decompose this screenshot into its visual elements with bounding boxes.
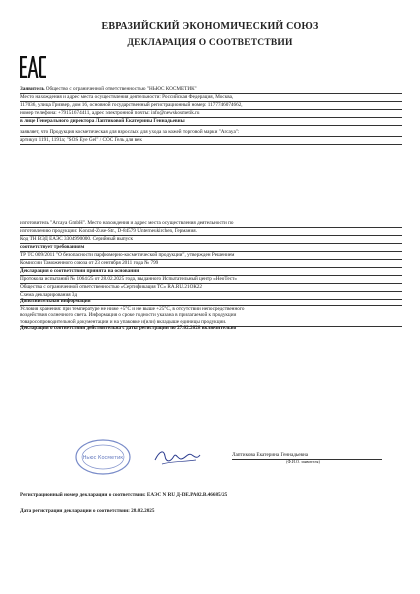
requirements-label: соответствует требованиям [20, 244, 402, 252]
manufacturer-line-1: изготовитель "Arcaya GmbH". Место нахождения и адрес места осуществления деятельности по [20, 220, 402, 228]
applicant-address-3: номер телефона: +79151674411, адрес электронной почты: info@newskosmetik.ru [20, 110, 402, 118]
basis-scheme: Схема декларирования 3д [20, 292, 402, 300]
manufacturer-code: Код ТН ВЭД ЕАЭС 3304990000. Серийный выпуск [20, 236, 402, 244]
requirements-line-1: ТР ТС 009/2011 "О безопасности парфюмерно-косметической продукции", утвержден Решением [20, 252, 402, 260]
basis-line-1: Протокола испытаний № 1064/25 от 28.02.2025 года, выданного Испытательный центр «НеоТест» [20, 276, 402, 284]
registration-date-line [20, 508, 402, 514]
registration-number-line [20, 492, 402, 498]
applicant-address-2: 117036, улица Гризвер, дом 16, основной государственный регистрационный номер: 1177746074662, [20, 102, 402, 110]
signatory-name: Лаптикова Екатерина Геннадьевна [232, 452, 382, 460]
validity-text: Декларация о соответствии действительна с даты регистрации по 27.02.2028 включительно [20, 325, 237, 331]
declaration-title: ДЕКЛАРАЦИЯ О СООТВЕТСТВИИ [127, 38, 293, 48]
basis-label: Декларация о соответствии принята на основании [20, 268, 402, 276]
applicant-label: Заявитель [20, 86, 45, 92]
manufacturer-line-2: изготовлению продукции: Konrad-Zuse-Str., D-84579 Unterneukirchen, Германия. [20, 228, 402, 236]
company-stamp [74, 438, 132, 476]
additional-line-3: товаросопроводительной документации и на упаковке и(или) вкладыше единицы продукции. [20, 319, 402, 327]
applicant-address-1: Место нахождения и адрес места осуществления деятельности: Российская Федерация, Москва, [20, 94, 402, 102]
applicant-name: Общество с ограниченной ответственностью "НЬЮС КОСМЕТИК" [45, 86, 197, 92]
eac-logo-icon [20, 56, 46, 78]
registration-number: ЕАЭС N RU Д-DE.РА02.В.46685/25 [146, 492, 228, 498]
registration-date: 28.02.2025 [131, 508, 155, 514]
signatory-caption: (Ф.И.О. заявителя) [286, 459, 320, 464]
additional-line-2: воздействия солнечного света. Информация о сроке годности указана в прилагаемой к продукции [20, 312, 237, 319]
signature-icon [152, 446, 202, 468]
basis-line-2: Общества с ограниченной ответственностью «Сертификация ТС» RA.RU.21ОК22 [20, 284, 402, 292]
stamp-text: Ньюс Косметик [82, 455, 124, 461]
additional-label: Дополнительная информация [20, 298, 402, 306]
declares-line-2: артикул 1191, 1191a; "SOS Eye Gel" / СОС Гель для век [20, 137, 402, 145]
additional-line-1: Условия хранения: при температуре не ниже +5°С и не выше +25°С, в отсутствии непосредственного [20, 305, 245, 312]
applicant-director: в лице Генерального директора Лаптиковой Екатерины Геннадьевны [20, 118, 402, 126]
registration-date-label: Дата регистрации декларации о соответствии: [20, 508, 130, 514]
applicant-line [20, 86, 402, 94]
union-title: ЕВРАЗИЙСКИЙ ЭКОНОМИЧЕСКИЙ СОЮЗ [101, 21, 319, 32]
requirements-line-2: Комиссии Таможенного союза от 23 сентября 2011 года № 799 [20, 260, 402, 268]
declares-line-1: заявляет, что Продукция косметическая для взрослых для ухода за кожей торговой марки "Arcaya": [20, 129, 402, 137]
registration-number-label: Регистрационный номер декларации о соответствии: [20, 492, 146, 498]
